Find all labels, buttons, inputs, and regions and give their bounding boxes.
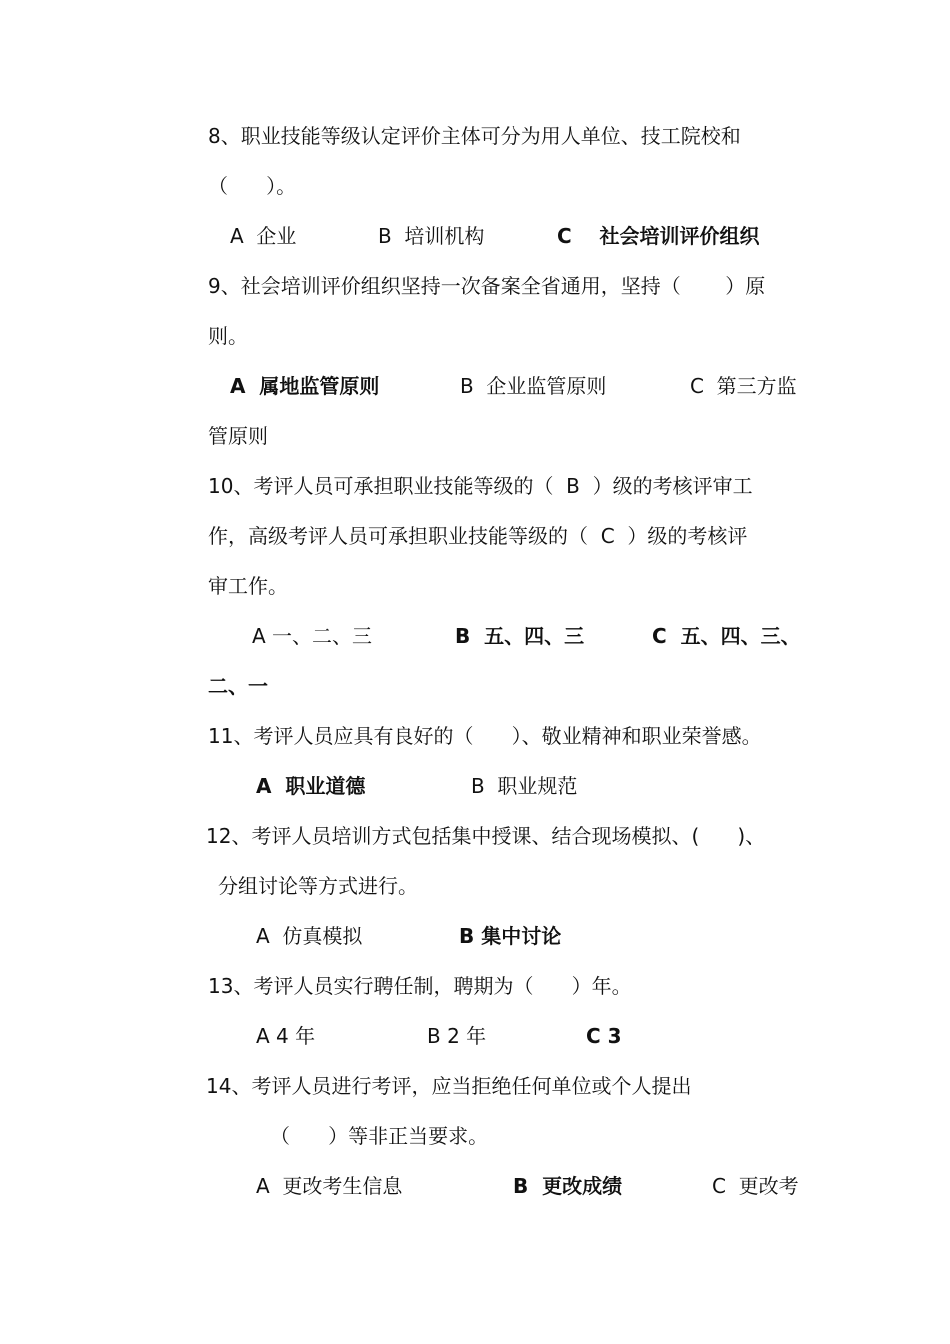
question-11-option-b: B 职业规范	[471, 774, 578, 798]
question-10-option-c-answer: C 五、四、三、	[652, 624, 801, 648]
question-14-stem-line-2	[0, 1121, 489, 1151]
question-8-option-c-answer: C 社会培训评价组织	[557, 224, 760, 248]
question-14-option-a: A 更改考生信息	[256, 1174, 403, 1198]
question-14-option-c: C 更改考	[712, 1174, 799, 1198]
question-14-option-b-answer: B 更改成绩	[513, 1174, 623, 1198]
question-8-stem-line-1	[0, 121, 741, 151]
question-12-stem-line-2	[0, 871, 418, 901]
question-11-stem-text: 11、考评人员应具有良好的（ ）、敬业精神和职业荣誉感。	[208, 724, 762, 748]
question-9-stem-line-2	[0, 321, 248, 351]
question-8-stem-text-1: 8、职业技能等级认定评价主体可分为用人单位、技工院校和	[208, 124, 741, 148]
question-12-options	[0, 921, 562, 951]
question-9-option-c-continued: 管原则	[208, 424, 268, 448]
question-11-option-a-answer: A 职业道德	[256, 774, 366, 798]
question-9-options	[0, 371, 797, 401]
question-14-stem-text-2: （ ）等非正当要求。	[270, 1124, 489, 1148]
question-9-option-a-answer: A 属地监管原则	[230, 374, 380, 398]
question-14-stem-line-1	[0, 1071, 692, 1101]
question-12-option-a: A 仿真模拟	[256, 924, 363, 948]
question-14-options	[0, 1171, 799, 1201]
question-10-options-continued	[0, 671, 268, 701]
question-10-options	[0, 621, 801, 651]
question-9-stem-text-2: 则。	[208, 324, 248, 348]
question-8-stem-text-2: （ ）。	[208, 174, 297, 198]
question-11-stem	[0, 721, 762, 751]
question-9-option-c: C 第三方监	[690, 374, 797, 398]
question-13-stem	[0, 971, 632, 1001]
question-10-stem-line-2	[0, 521, 748, 551]
question-12-stem-text-2: 分组讨论等方式进行。	[218, 874, 418, 898]
question-10-option-b-answer: B 五、四、三	[455, 624, 585, 648]
question-12-stem-text-1: 12、考评人员培训方式包括集中授课、结合现场模拟、( )、	[206, 824, 766, 848]
question-10-stem-text-1: 10、考评人员可承担职业技能等级的（ B ）级的考核评审工	[208, 474, 753, 498]
question-9-stem-text-1: 9、社会培训评价组织坚持一次备案全省通用，坚持（ ）原	[208, 274, 766, 298]
question-10-stem-line-1	[0, 471, 753, 501]
question-13-stem-text: 13、考评人员实行聘任制，聘期为（ ）年。	[208, 974, 632, 998]
question-10-option-c-continued: 二、一	[208, 674, 268, 698]
question-13-option-b: B 2 年	[427, 1024, 487, 1048]
question-13-option-a: A 4 年	[256, 1024, 316, 1048]
question-10-option-a: A 一、二、三	[252, 624, 373, 648]
question-8-option-a: A 企业	[230, 224, 297, 248]
question-14-stem-text-1: 14、考评人员进行考评，应当拒绝任何单位或个人提出	[206, 1074, 692, 1098]
question-10-stem-line-3	[0, 571, 288, 601]
question-12-stem-line-1	[0, 821, 766, 851]
question-11-options	[0, 771, 578, 801]
question-10-stem-text-2: 作，高级考评人员可承担职业技能等级的（ C ）级的考核评	[208, 524, 748, 548]
question-9-option-b: B 企业监管原则	[460, 374, 607, 398]
question-9-options-continued	[0, 421, 268, 451]
question-13-option-c-answer: C 3	[586, 1024, 622, 1048]
question-8-option-b: B 培训机构	[378, 224, 485, 248]
question-12-option-b-answer: B 集中讨论	[459, 924, 562, 948]
question-9-stem-line-1	[0, 271, 766, 301]
question-8-options	[0, 221, 760, 251]
question-10-stem-text-3: 审工作。	[208, 574, 288, 598]
question-13-options	[0, 1021, 622, 1051]
question-8-stem-line-2	[0, 171, 297, 201]
